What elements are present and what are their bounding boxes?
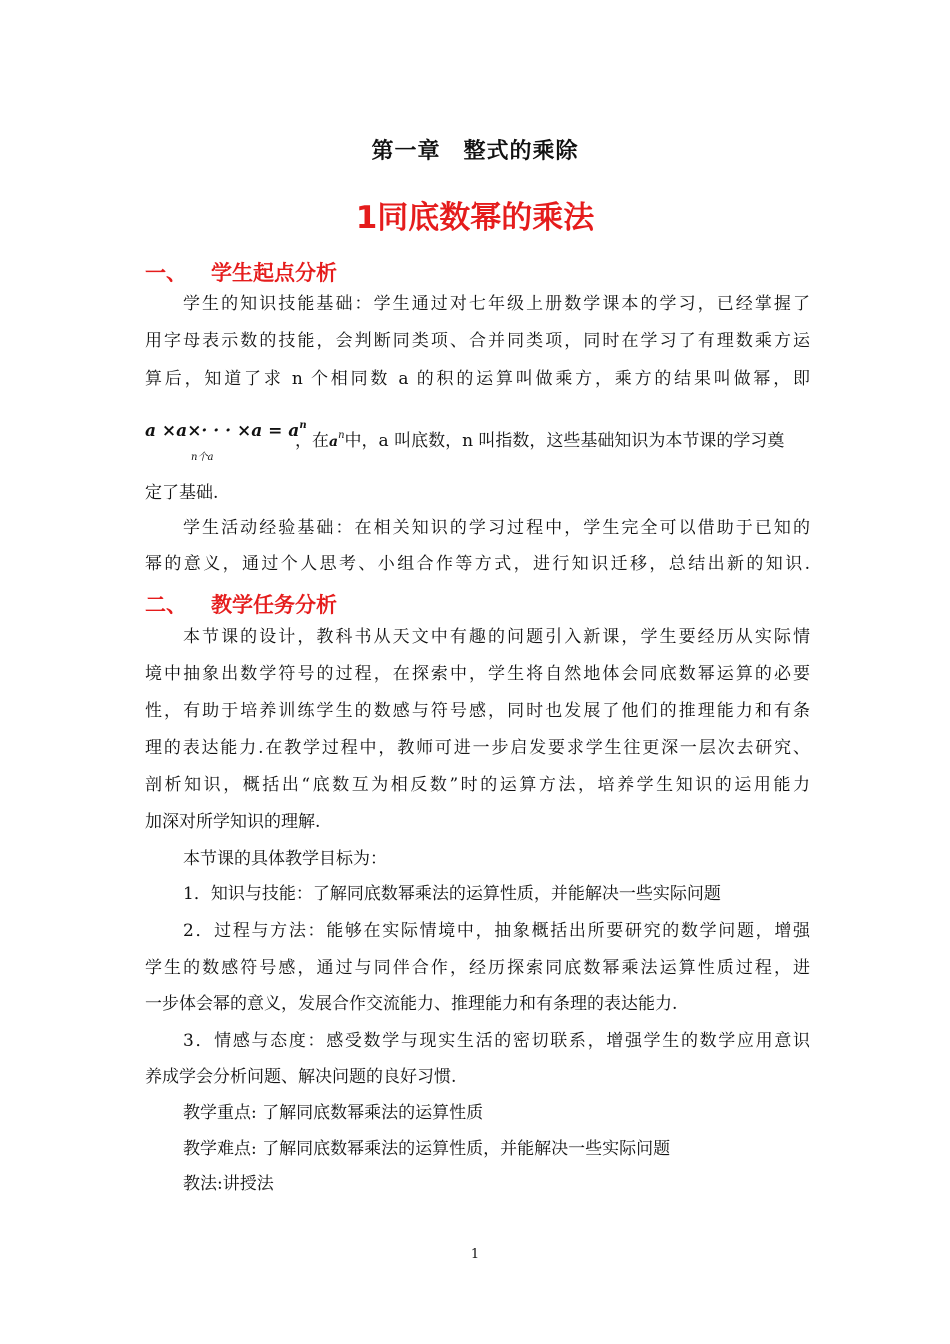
lesson-title: 1同底数幂的乘法 (355, 200, 595, 236)
paragraph-line: 性，有助于培养训练学生的数感与符号感，同时也发展了他们的推理能力和有条 (145, 701, 810, 721)
paragraph-line: ，在$a^n$中，a 叫底数，n 叫指数，这些基础知识为本节课的学习奠 (295, 430, 785, 451)
goal-item: 1．知识与技能：了解同底数幂乘法的运算性质，并能解决一些实际问题 (183, 884, 721, 904)
section-heading-1 (145, 257, 337, 287)
teaching-method: 教法:讲授法 (183, 1174, 274, 1194)
paragraph-line: 剖析知识，概括出“底数互为相反数”时的运算方法，培养学生知识的运用能力 (145, 775, 810, 795)
paragraph-line: 一步体会幂的意义，发展合作交流能力、推理能力和有条理的表达能力. (145, 994, 678, 1014)
paragraph-line: 境中抽象出数学符号的过程，在探索中，学生将自然地体会同底数幂运算的必要 (145, 664, 810, 684)
paragraph-line: 幂的意义，通过个人思考、小组合作等方式，进行知识迁移，总结出新的知识. (145, 554, 810, 574)
chapter-title: 第一章 整式的乘除 (371, 139, 579, 164)
goal-item: 3．情感与态度：感受数学与现实生活的密切联系，增强学生的数学应用意识 (183, 1031, 810, 1051)
key-point: 教学重点: 了解同底数幂乘法的运算性质 (183, 1103, 484, 1123)
section-number: 二、 (145, 593, 187, 617)
paragraph-line: 本节课的具体教学目标为： (183, 849, 387, 869)
formula-underbrace-label: n个a (191, 452, 214, 463)
paragraph-line: 算后，知道了求 n 个相同数 a 的积的运算叫做乘方，乘方的结果叫做幂，即 (145, 369, 810, 389)
paragraph-line: 学生活动经验基础：在相关知识的学习过程中，学生完全可以借助于已知的 (183, 518, 810, 538)
section-number: 一、 (145, 261, 187, 285)
paragraph-line: 理的表达能力.在教学过程中，教师可进一步启发要求学生往更深一层次去研究、 (145, 738, 810, 758)
section-title: 学生起点分析 (211, 261, 337, 285)
difficulty-point: 教学难点: 了解同底数幂乘法的运算性质，并能解决一些实际问题 (183, 1139, 671, 1159)
paragraph-line: 加深对所学知识的理解. (145, 812, 321, 832)
section-title: 教学任务分析 (211, 593, 337, 617)
formula-expression: a ×a×· · · $\times a = a^n$ (145, 420, 307, 441)
goal-item: 2．过程与方法：能够在实际情境中，抽象概括出所要研究的数学问题，增强 (183, 921, 810, 941)
paragraph-line: 学生的数感符号感，通过与同伴合作，经历探索同底数幂乘法运算性质过程，进 (145, 958, 810, 978)
paragraph-line: 本节课的设计，教科书从天文中有趣的问题引入新课，学生要经历从实际情 (183, 627, 810, 647)
section-heading-2 (145, 589, 337, 619)
page-number: 1 (470, 1247, 480, 1262)
paragraph-line: 养成学会分析问题、解决问题的良好习惯. (145, 1067, 457, 1087)
paragraph-line: 学生的知识技能基础：学生通过对七年级上册数学课本的学习，已经掌握了 (183, 294, 810, 314)
power-definition-formula (145, 420, 810, 464)
paragraph-line: 用字母表示数的技能，会判断同类项、合并同类项，同时在学习了有理数乘方运 (145, 331, 810, 351)
paragraph-line: 定了基础. (145, 483, 219, 503)
